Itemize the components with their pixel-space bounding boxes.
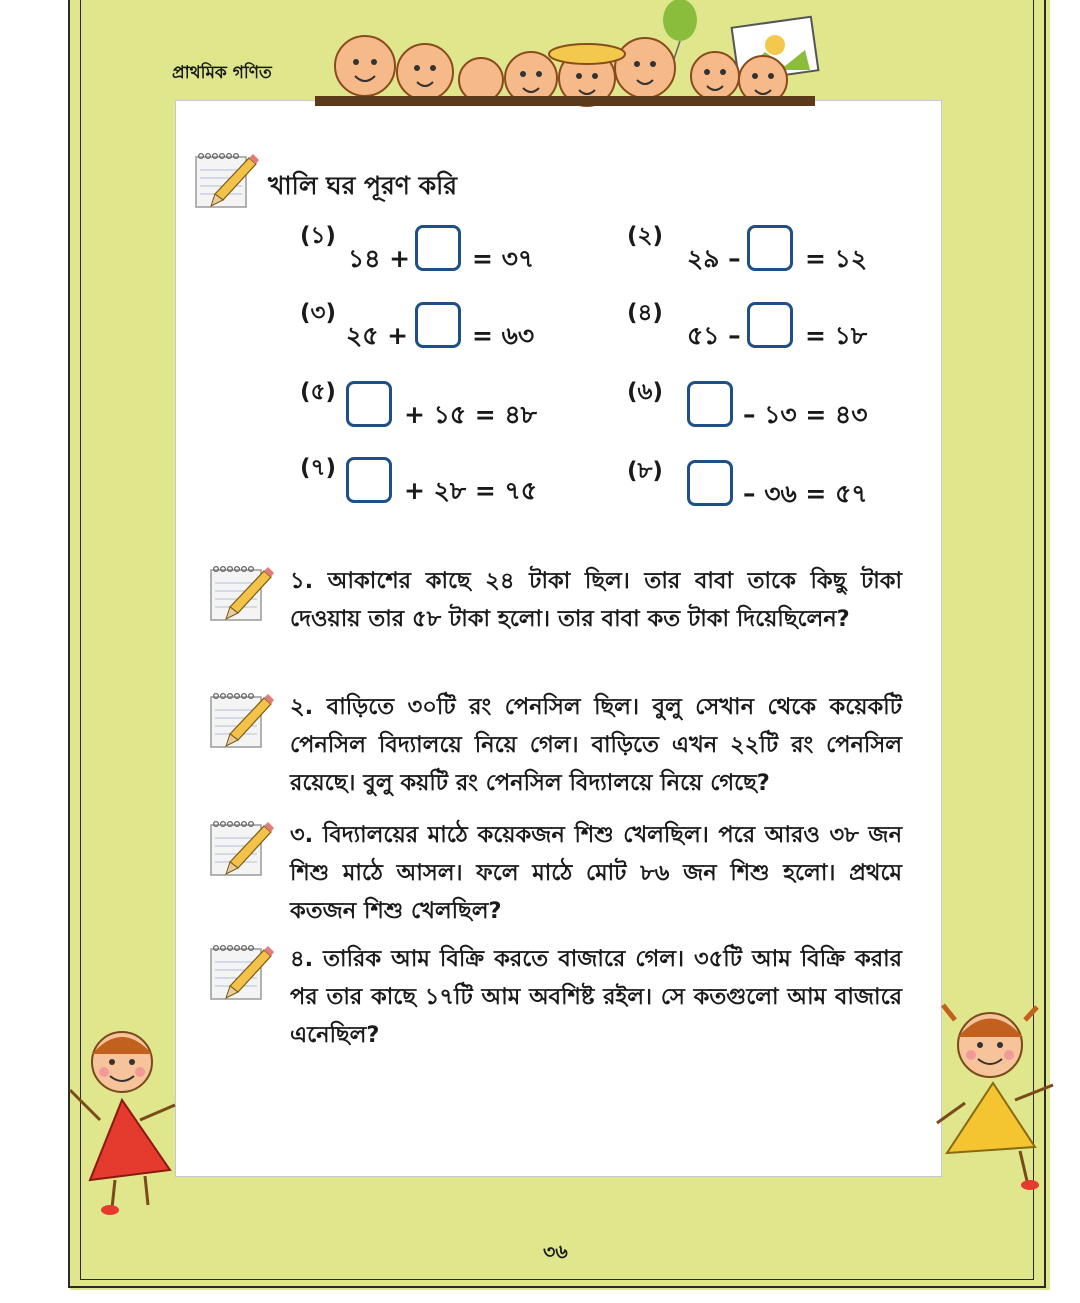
exercise-left-text: ২৫ + (346, 321, 409, 350)
answer-box[interactable] (747, 302, 793, 348)
answer-box[interactable] (747, 225, 793, 271)
answer-box[interactable] (346, 381, 392, 427)
girl-yellow-dress-illustration (935, 985, 1060, 1195)
exercise-number: (২) (627, 223, 663, 249)
answer-box[interactable] (346, 457, 392, 503)
section-heading: খালি ঘর পূরণ করি (268, 171, 457, 200)
exercise-right-text: + ১৫ = ৪৮ (404, 400, 537, 429)
answer-box[interactable] (415, 225, 461, 271)
exercise-number: (৫) (300, 379, 336, 405)
word-problem: ৪. তারিক আম বিক্রি করতে বাজারে গেল। ৩৫টি আম বিক্রি করার পর তার কাছে ১৭টি আম অবশিষ্ট রইল। সে কতগুলো আম বাজারে এনেছিল? (290, 946, 902, 1048)
word-problem: ২. বাড়িতে ৩০টি রং পেনসিল ছিল। বুলু সেখান থেকে কয়েকটি পেনসিল বিদ্যালয়ে নিয়ে গেল। বাড়িতে এখন ২২টি রং পেনসিল রয়েছে। বুলু কয়টি রং পেনসিল বিদ্যালয়ে নিয়ে গেছে? (290, 694, 902, 796)
exercise-number: (১) (300, 223, 336, 249)
exercise-right-text: = ১৮ (805, 321, 868, 350)
word-problem: ৩. বিদ্যালয়ের মাঠে কয়েকজন শিশু খেলছিল। পরে আরও ৩৮ জন শিশু মাঠে আসল। ফলে মাঠে মোট ৮৬ জন শিশু হলো। প্রথমে কতজন শিশু খেলছিল? (290, 822, 902, 924)
exercise-right-text: = ১২ (805, 244, 868, 273)
page-number: ৩৬ (543, 1241, 568, 1263)
exercise-number: (৪) (627, 300, 663, 326)
exercise-number: (৭) (300, 455, 336, 481)
exercise-right-text: = ৬৩ (472, 321, 535, 350)
exercise-left-text: ২৯ – (687, 244, 741, 273)
notepad-pencil-icon (208, 942, 274, 1004)
notepad-pencil-icon (208, 563, 274, 625)
answer-box[interactable] (687, 381, 733, 427)
girl-red-dress-illustration (60, 1020, 190, 1215)
answer-box[interactable] (687, 460, 733, 506)
exercise-right-text: – ৩৬ = ৫৭ (743, 479, 868, 508)
answer-box[interactable] (415, 302, 461, 348)
exercise-right-text: = ৩৭ (472, 244, 535, 273)
notepad-pencil-icon (208, 690, 274, 752)
notepad-pencil-icon (208, 818, 274, 880)
exercise-number: (৩) (300, 300, 336, 326)
notepad-pencil-icon (193, 150, 259, 212)
exercise-right-text: + ২৮ = ৭৫ (404, 476, 537, 505)
word-problem: ১. আকাশের কাছে ২৪ টাকা ছিল। তার বাবা তাকে কিছু টাকা দেওয়ায় তার ৫৮ টাকা হলো। তার বাবা কত টাকা দিয়েছিলেন? (290, 568, 902, 632)
exercise-number: (৮) (627, 458, 663, 484)
exercise-left-text: ১৪ + (348, 244, 411, 273)
children-group-illustration (295, 0, 865, 112)
exercise-right-text: – ১৩ = ৪৩ (743, 400, 868, 429)
balloon-icon (663, 0, 697, 41)
exercise-left-text: ৫১ – (687, 321, 741, 350)
book-title: প্রাথমিক গণিত (172, 63, 272, 83)
exercise-number: (৬) (627, 379, 663, 405)
